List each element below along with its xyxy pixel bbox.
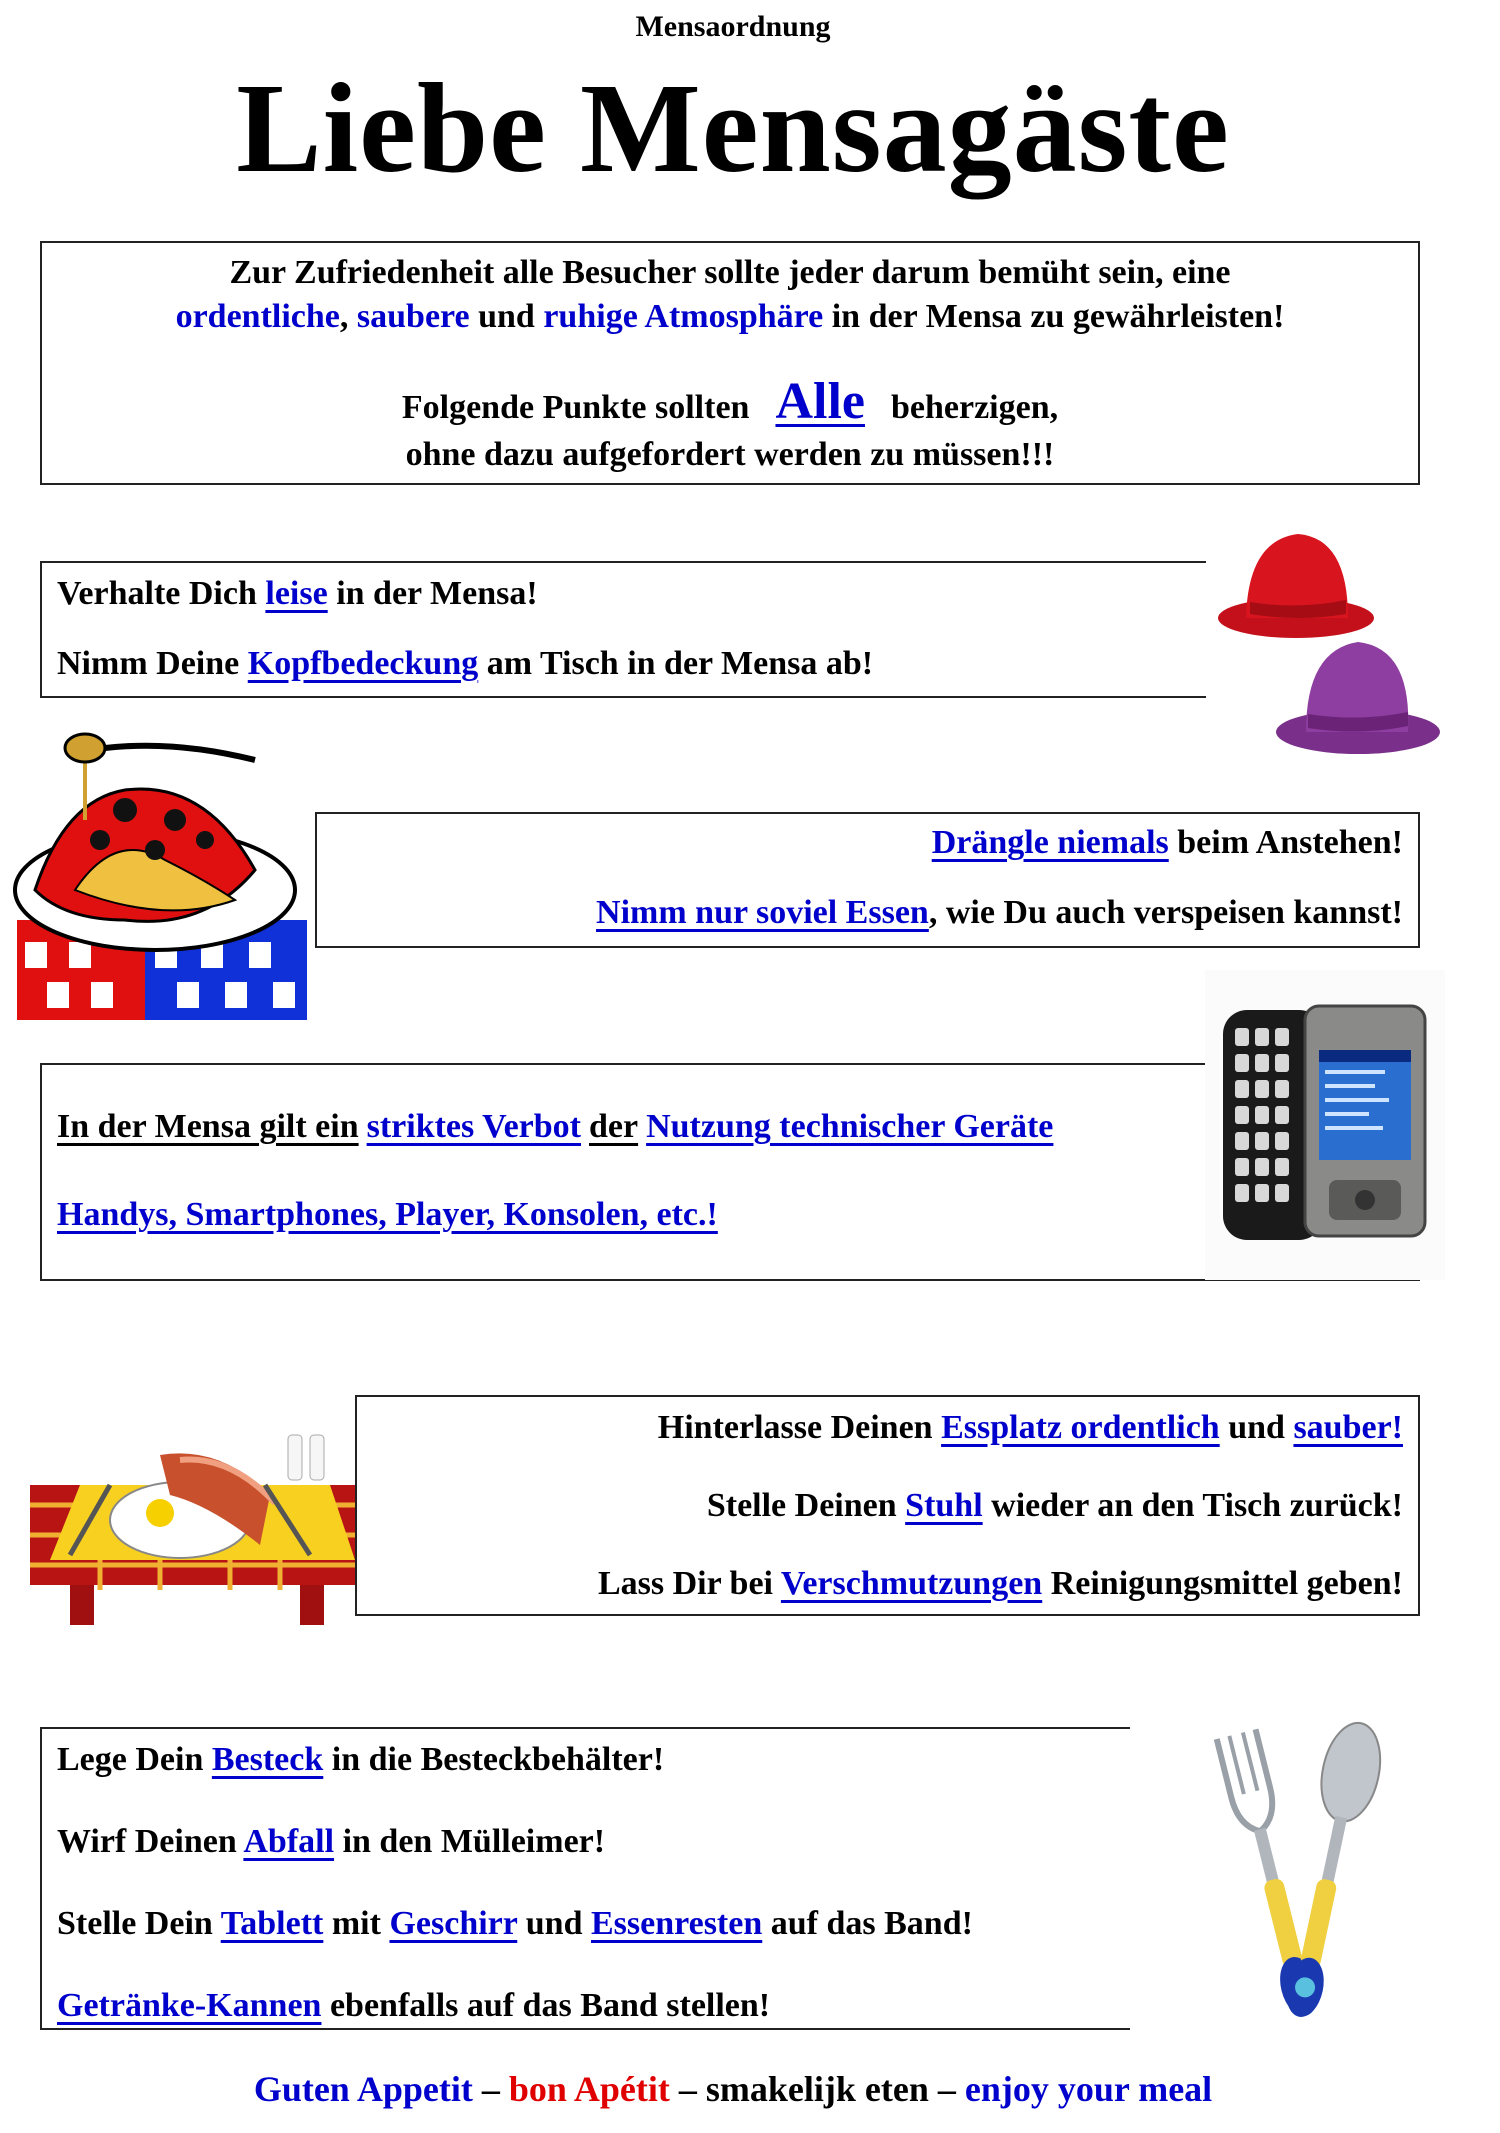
intro-line-3-start: Folgende Punkte sollten xyxy=(401,389,750,426)
word-saubere: saubere xyxy=(356,298,470,335)
rule-device-list xyxy=(57,1196,718,1234)
abfall-link[interactable]: Abfall xyxy=(243,1823,335,1860)
breakfast-image xyxy=(30,1385,355,1625)
rule-quiet xyxy=(57,575,538,613)
rule-text: am Tisch in der Mensa ab! xyxy=(486,645,874,682)
hats-image xyxy=(1208,510,1444,772)
rule-chair xyxy=(707,1487,1403,1525)
rule-headwear xyxy=(57,645,873,683)
rule-box-quiet-headwear xyxy=(40,561,1206,698)
rule-text: und xyxy=(1228,1409,1285,1446)
rule-cutlery xyxy=(57,1741,664,1779)
rule-clean-place xyxy=(658,1409,1403,1447)
intro-line-3 xyxy=(42,373,1418,437)
intro-line-3-end: beherzigen, xyxy=(890,389,1059,426)
intro-line-2-rest: in der Mensa zu gewährleisten! xyxy=(831,298,1285,335)
spaghetti-image xyxy=(5,720,315,1030)
rule-text: mit xyxy=(331,1905,381,1942)
stuhl-link[interactable]: Stuhl xyxy=(905,1487,983,1524)
rule-text: Stelle Deinen xyxy=(706,1487,897,1524)
rule-text: auf das Band! xyxy=(770,1905,973,1942)
rule-box-tray-return xyxy=(40,1727,1130,2030)
cutlery-icon xyxy=(1180,1710,1420,2030)
greeting-german: Guten Appetit xyxy=(253,2069,473,2109)
word-und: und xyxy=(478,298,535,335)
greeting-dutch: – smakelijk eten – xyxy=(669,2069,965,2109)
rule-device-ban xyxy=(57,1108,1053,1146)
comma: , xyxy=(339,298,349,335)
smartphone-image xyxy=(1205,970,1445,1280)
getraenke-kannen-link[interactable]: Getränke-Kannen xyxy=(57,1987,322,2024)
rule-jugs xyxy=(57,1987,770,2025)
tablett-link[interactable]: Tablett xyxy=(220,1905,324,1942)
essplatz-ordentlich-link[interactable]: Essplatz ordentlich xyxy=(941,1409,1220,1446)
rule-text: , wie Du auch verspeisen kannst! xyxy=(928,894,1403,931)
rule-text: in der Mensa! xyxy=(336,575,538,612)
rule-text: Wirf Deinen xyxy=(57,1823,237,1860)
draengle-niemals-link[interactable]: Drängle niemals xyxy=(931,824,1169,861)
rule-text: und xyxy=(525,1905,583,1942)
nimm-nur-soviel-essen-link[interactable]: Nimm nur soviel Essen xyxy=(596,894,929,931)
rule-text: Hinterlasse Deinen xyxy=(657,1409,933,1446)
rule-text: der xyxy=(589,1108,639,1145)
hats-icon xyxy=(1208,510,1444,772)
rule-text: Lege Dein xyxy=(57,1741,204,1778)
rule-portion xyxy=(596,894,1403,932)
rule-box-queue-food xyxy=(315,812,1420,948)
rule-text: Reinigungsmittel geben! xyxy=(1050,1565,1403,1602)
rule-text: beim Anstehen! xyxy=(1177,824,1403,861)
intro-line-1: Zur Zufriedenheit alle Besucher sollte jeder darum bemüht sein, eine xyxy=(229,254,1231,291)
rule-text: wieder an den Tisch zurück! xyxy=(991,1487,1403,1524)
rule-tray xyxy=(57,1905,973,1943)
greeting-english: enjoy your meal xyxy=(964,2069,1213,2109)
spaghetti-icon xyxy=(5,720,315,1030)
intro-line-2 xyxy=(42,295,1418,339)
intro-box xyxy=(40,241,1420,485)
alle-link[interactable]: Alle xyxy=(775,373,865,430)
smartphone-icon xyxy=(1205,970,1445,1280)
besteck-link[interactable]: Besteck xyxy=(211,1741,324,1778)
rule-cleaning xyxy=(598,1565,1403,1603)
nutzung-technischer-geraete-link[interactable]: Nutzung technischer Geräte xyxy=(646,1108,1054,1145)
rule-text: ebenfalls auf das Band stellen! xyxy=(329,1987,771,2024)
sauber-link[interactable]: sauber! xyxy=(1293,1409,1403,1446)
word-ordentliche: ordentliche xyxy=(175,298,340,335)
cutlery-image xyxy=(1180,1710,1420,2030)
rule-text: Nimm Deine xyxy=(57,645,240,682)
rule-waste xyxy=(57,1823,605,1861)
rule-text: in den Mülleimer! xyxy=(342,1823,606,1860)
word-ruhige-atmosphaere: ruhige Atmosphäre xyxy=(543,298,824,335)
rule-box-cleanliness xyxy=(355,1395,1420,1616)
verschmutzungen-link[interactable]: Verschmutzungen xyxy=(780,1565,1043,1602)
leise-link[interactable]: leise xyxy=(265,575,328,612)
rule-text: In der Mensa gilt ein xyxy=(57,1108,359,1145)
striktes-verbot-link[interactable]: striktes Verbot xyxy=(366,1108,581,1145)
page-title: Liebe Mensagäste xyxy=(236,57,1230,199)
intro-line-4: ohne dazu aufgefordert werden zu müssen!!! xyxy=(405,436,1055,473)
kopfbedeckung-link[interactable]: Kopfbedeckung xyxy=(247,645,479,682)
rule-text: Stelle Dein xyxy=(57,1905,213,1942)
breakfast-table-icon xyxy=(30,1385,355,1625)
rule-text: in die Besteckbehälter! xyxy=(331,1741,665,1778)
geschirr-link[interactable]: Geschirr xyxy=(389,1905,518,1942)
rule-text: Verhalte Dich xyxy=(57,575,257,612)
geraete-liste-link[interactable]: Handys, Smartphones, Player, Konsolen, etc.! xyxy=(57,1196,718,1233)
document-subtitle: Mensaordnung xyxy=(635,10,831,43)
separator: – xyxy=(472,2069,509,2109)
rule-text: Lass Dir bei xyxy=(597,1565,774,1602)
essenresten-link[interactable]: Essenresten xyxy=(590,1905,763,1942)
greeting-french: bon Apétit xyxy=(508,2069,670,2109)
footer-greeting xyxy=(0,2068,1466,2110)
rule-queue xyxy=(932,824,1403,862)
